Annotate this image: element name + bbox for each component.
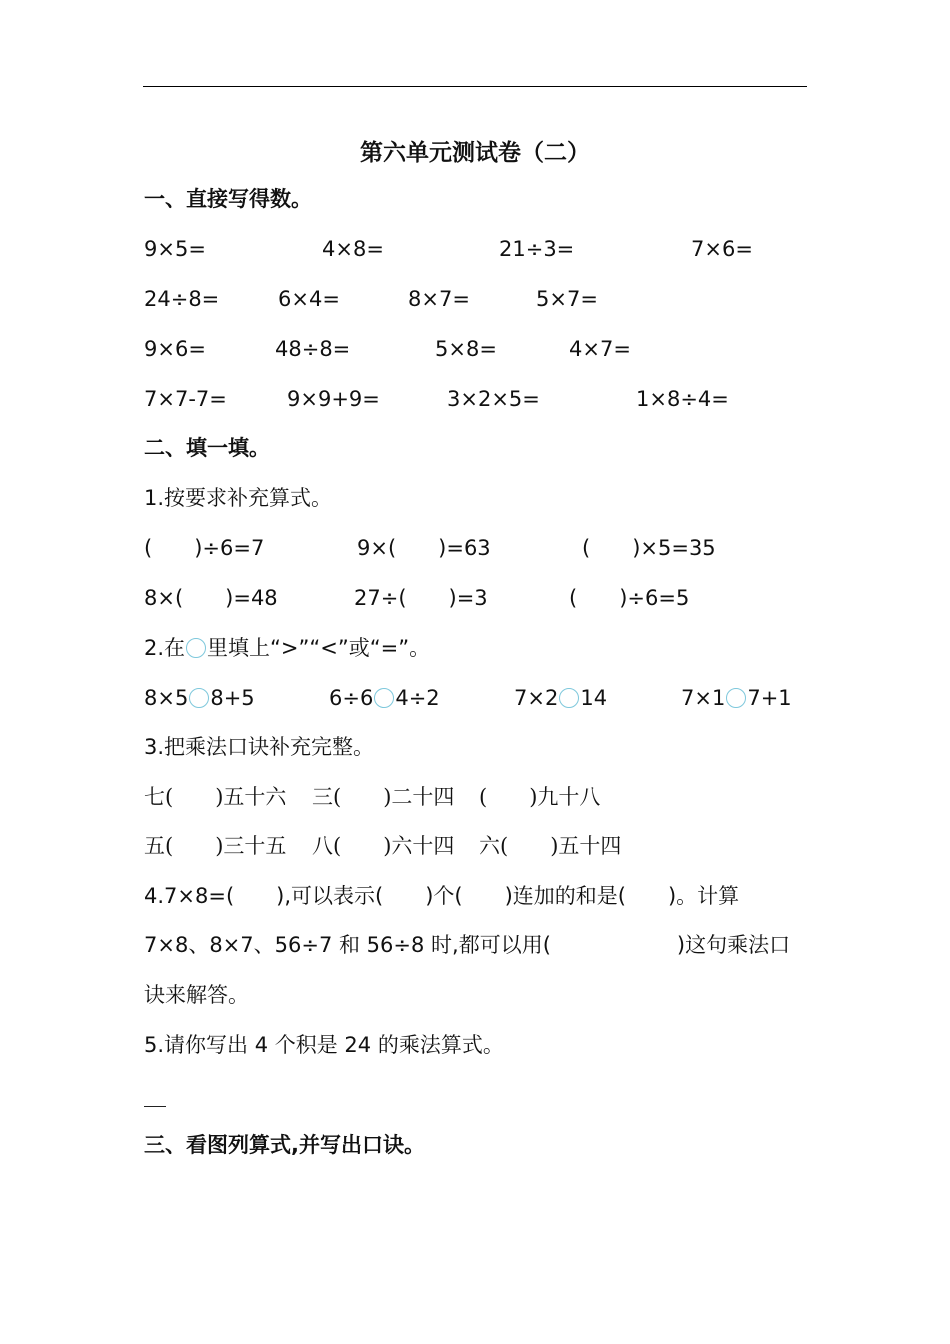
compare-item: [514, 685, 607, 711]
problem: 48÷8=: [275, 337, 351, 361]
problem: 9×6=: [144, 337, 206, 361]
q4-line-3: 诀来解答。: [144, 983, 249, 1007]
compare-circle-icon: [186, 638, 206, 658]
problem: 4×7=: [569, 337, 631, 361]
rhyme-blank: ( )九十八: [479, 785, 601, 809]
compare-item: [329, 685, 440, 711]
q5-label: 5.请你写出 4 个积是 24 的乘法算式。: [144, 1033, 504, 1057]
q2-label-start: 2.在: [144, 636, 186, 660]
fill-blank-equation: ( )÷6=5: [569, 586, 690, 610]
q2-label-end: 里填上“>”“<”或“=”。: [207, 636, 431, 660]
compare-circle-icon[interactable]: [374, 688, 394, 708]
problem: 9×5=: [144, 237, 206, 261]
section3-heading: 三、看图列算式,并写出口诀。: [144, 1133, 425, 1157]
answer-dash: [144, 1106, 166, 1107]
problem: 1×8÷4=: [636, 387, 729, 411]
q4-line-2: 7×8、8×7、56÷7 和 56÷8 时,都可以用( )这句乘法口: [144, 933, 791, 957]
rhyme-blank: 六( )五十四: [479, 834, 622, 858]
compare-item: [144, 685, 255, 711]
rhyme-blank: 八( )六十四: [312, 834, 455, 858]
q2-label: [144, 635, 430, 661]
rhyme-blank: 七( )五十六: [144, 785, 287, 809]
q3-label: 3.把乘法口诀补充完整。: [144, 735, 375, 759]
compare-right: 4÷2: [395, 686, 440, 710]
compare-item: [681, 685, 792, 711]
compare-left: 8×5: [144, 686, 189, 710]
problem: 21÷3=: [499, 237, 575, 261]
problem: 3×2×5=: [447, 387, 540, 411]
problem: 9×9+9=: [287, 387, 380, 411]
problem: 7×7-7=: [144, 387, 227, 411]
fill-blank-equation: 8×( )=48: [144, 586, 278, 610]
rhyme-blank: 三( )二十四: [312, 785, 455, 809]
q4-line-1: 4.7×8=( ),可以表示( )个( )连加的和是( )。计算: [144, 884, 740, 908]
q1-label: 1.按要求补充算式。: [144, 486, 333, 510]
compare-right: 7+1: [747, 686, 792, 710]
rhyme-blank: 五( )三十五: [144, 834, 287, 858]
header-rule: [143, 86, 807, 87]
problem: 24÷8=: [144, 287, 220, 311]
problem: 8×7=: [408, 287, 470, 311]
compare-circle-icon[interactable]: [559, 688, 579, 708]
compare-right: 14: [580, 686, 608, 710]
problem: 6×4=: [278, 287, 340, 311]
fill-blank-equation: 9×( )=63: [357, 536, 491, 560]
problem: 4×8=: [322, 237, 384, 261]
fill-blank-equation: ( )÷6=7: [144, 536, 265, 560]
section2-heading: 二、填一填。: [144, 436, 270, 460]
page-title: 第六单元测试卷（二）: [360, 139, 590, 166]
fill-blank-equation: 27÷( )=3: [354, 586, 488, 610]
compare-circle-icon[interactable]: [726, 688, 746, 708]
problem: 7×6=: [691, 237, 753, 261]
compare-left: 6÷6: [329, 686, 374, 710]
compare-left: 7×1: [681, 686, 726, 710]
problem: 5×7=: [536, 287, 598, 311]
section1-heading: 一、直接写得数。: [144, 187, 312, 211]
compare-right: 8+5: [210, 686, 255, 710]
compare-circle-icon[interactable]: [189, 688, 209, 708]
compare-left: 7×2: [514, 686, 559, 710]
problem: 5×8=: [435, 337, 497, 361]
fill-blank-equation: ( )×5=35: [582, 536, 716, 560]
